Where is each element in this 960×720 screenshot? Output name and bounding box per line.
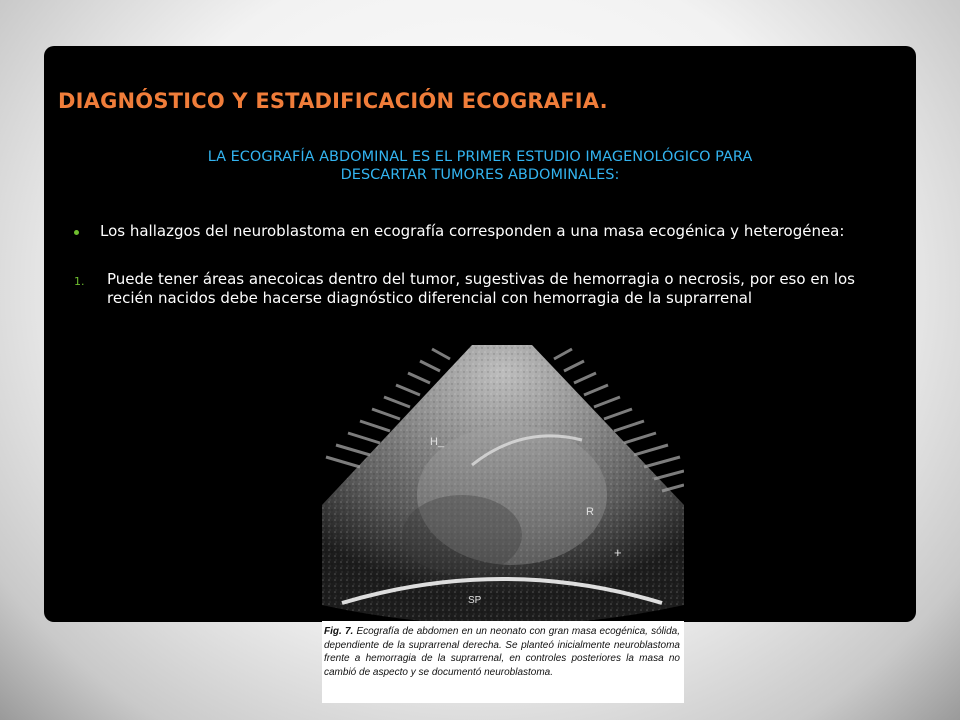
ultrasound-image [322, 345, 684, 621]
image-label-sp: SP [468, 595, 482, 606]
numbered-marker: 1. [74, 275, 85, 288]
bullet-item [74, 222, 904, 241]
figure-caption-label: Fig. 7. [324, 626, 354, 637]
image-label-plus: + [614, 545, 622, 560]
figure-caption-text: Ecografía de abdomen en un neonato con gran masa ecogénica, sólida, dependiente de la suprarrenal derecha. Se planteó inicialmente neuroblastoma frente a hemorragia de la suprarrenal, en controles posteriores la masa no cambió de aspecto y se documentó neuroblastoma. [324, 626, 680, 678]
image-label-r: R [586, 506, 594, 518]
bullet-dot-icon [74, 230, 79, 235]
bullet-list [74, 222, 904, 241]
ultrasound-figure [322, 345, 684, 703]
bullet-text: Los hallazgos del neuroblastoma en ecografía corresponden a una masa ecogénica y heterogénea: [100, 222, 845, 240]
numbered-list [74, 270, 904, 308]
subtitle-line-2: DESCARTAR TUMORES ABDOMINALES: [340, 167, 620, 183]
slide-subtitle [100, 148, 860, 184]
ultrasound-scan-svg [322, 345, 684, 621]
subtitle-line-1: LA ECOGRAFÍA ABDOMINAL ES EL PRIMER ESTUDIO IMAGENOLÓGICO PARA [207, 149, 753, 165]
slide-title: DIAGNÓSTICO Y ESTADIFICACIÓN ECOGRAFIA. [58, 89, 608, 113]
numbered-text: Puede tener áreas anecoicas dentro del tumor, sugestivas de hemorragia o necrosis, por eso en los recién nacidos debe hacerse diagnóstico diferencial con hemorragia de la suprarrenal [107, 270, 855, 307]
image-label-h: H_ [430, 436, 445, 448]
numbered-item [74, 270, 904, 308]
figure-caption [324, 625, 680, 679]
